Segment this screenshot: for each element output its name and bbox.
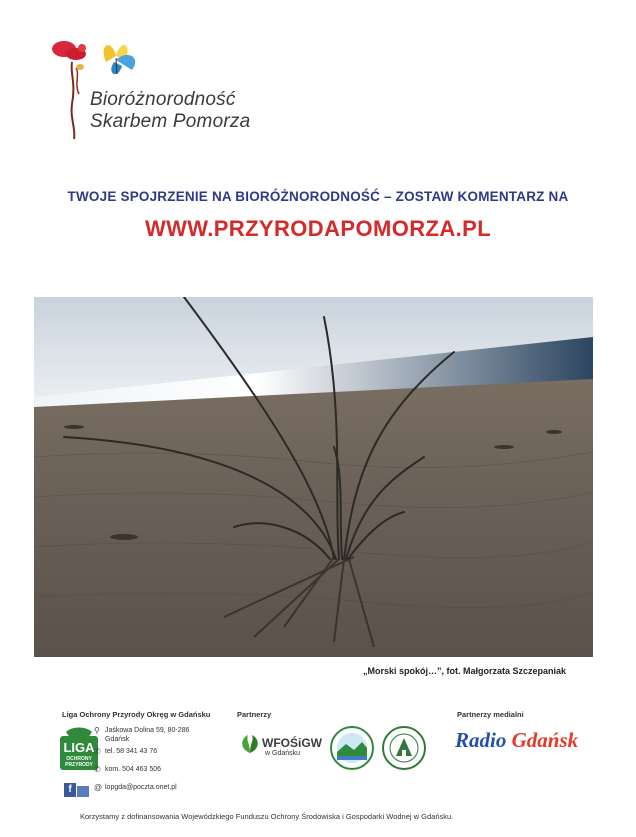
phone-line (94, 747, 158, 756)
wfosigw-name: WFOŚiGW (262, 736, 322, 750)
funding-note: Korzystamy z dofinansowania Wojewódzkiego Funduszu Ochrony Środowiska i Gospodarki Wodnej w Gdańsku. (80, 812, 454, 821)
mobile-text: kom. 504 463 506 (105, 766, 162, 773)
at-icon: @ (94, 783, 103, 792)
beach-grass-image (34, 297, 593, 657)
lop-logo-sub: OCHRONY PRZYRODY (65, 756, 93, 768)
location-pin-icon: ⚲ (94, 726, 100, 735)
wfosigw-leaf-icon (238, 733, 262, 755)
photo-caption: „Morski spokój…”, fot. Małgorzata Szczepaniak (362, 666, 566, 676)
partners-label: Partnerzy (237, 710, 272, 719)
phone-text: tel. 58 341 43 76 (105, 748, 158, 755)
beach-photo (34, 297, 593, 657)
email-text[interactable]: lopgda@poczta.onet.pl (105, 784, 177, 791)
address-text: Jaśkowa Dolina 59, 80-286 (105, 727, 190, 734)
radio-gdansk-logo (455, 728, 578, 753)
radio-logo-part2: Gdańsk (511, 728, 579, 752)
media-partners-label: Partnerzy medialni (457, 710, 524, 719)
radio-logo-part1: Radio (455, 728, 507, 752)
city-line (105, 736, 129, 743)
project-logo (46, 34, 276, 144)
city-text: Gdańsk (105, 736, 130, 743)
mobile-phone-icon: ✆ (94, 765, 101, 774)
lop-logo-text: LIGA (63, 740, 95, 755)
logo-title-line2: Skarbem Pomorza (90, 111, 251, 132)
social-icons[interactable] (64, 783, 90, 797)
forest-logo-badge (382, 726, 426, 770)
mobile-line (94, 765, 162, 774)
email-line[interactable] (94, 783, 177, 792)
phone-icon: ✆ (94, 747, 101, 756)
wfosigw-sub: w Gdańsku (265, 750, 301, 757)
landscape-badge-icon (330, 726, 374, 770)
headline: TWOJE SPOJRZENIE NA BIORÓŻNORODNOŚĆ – ZOSTAW KOMENTARZ NA (67, 189, 569, 204)
logo-title-line1: Bioróżnorodność (90, 89, 236, 110)
park-logo-badge (330, 726, 374, 770)
wfosigw-logo (238, 733, 262, 760)
website-link[interactable]: WWW.PRZYRODAPOMORZA.PL (144, 216, 492, 241)
forest-badge-icon (382, 726, 426, 770)
address-line (94, 726, 190, 735)
facebook-icon[interactable]: f (64, 783, 76, 797)
nk-icon[interactable] (77, 786, 89, 797)
organization-name: Liga Ochrony Przyrody Okręg w Gdańsku (62, 710, 211, 719)
